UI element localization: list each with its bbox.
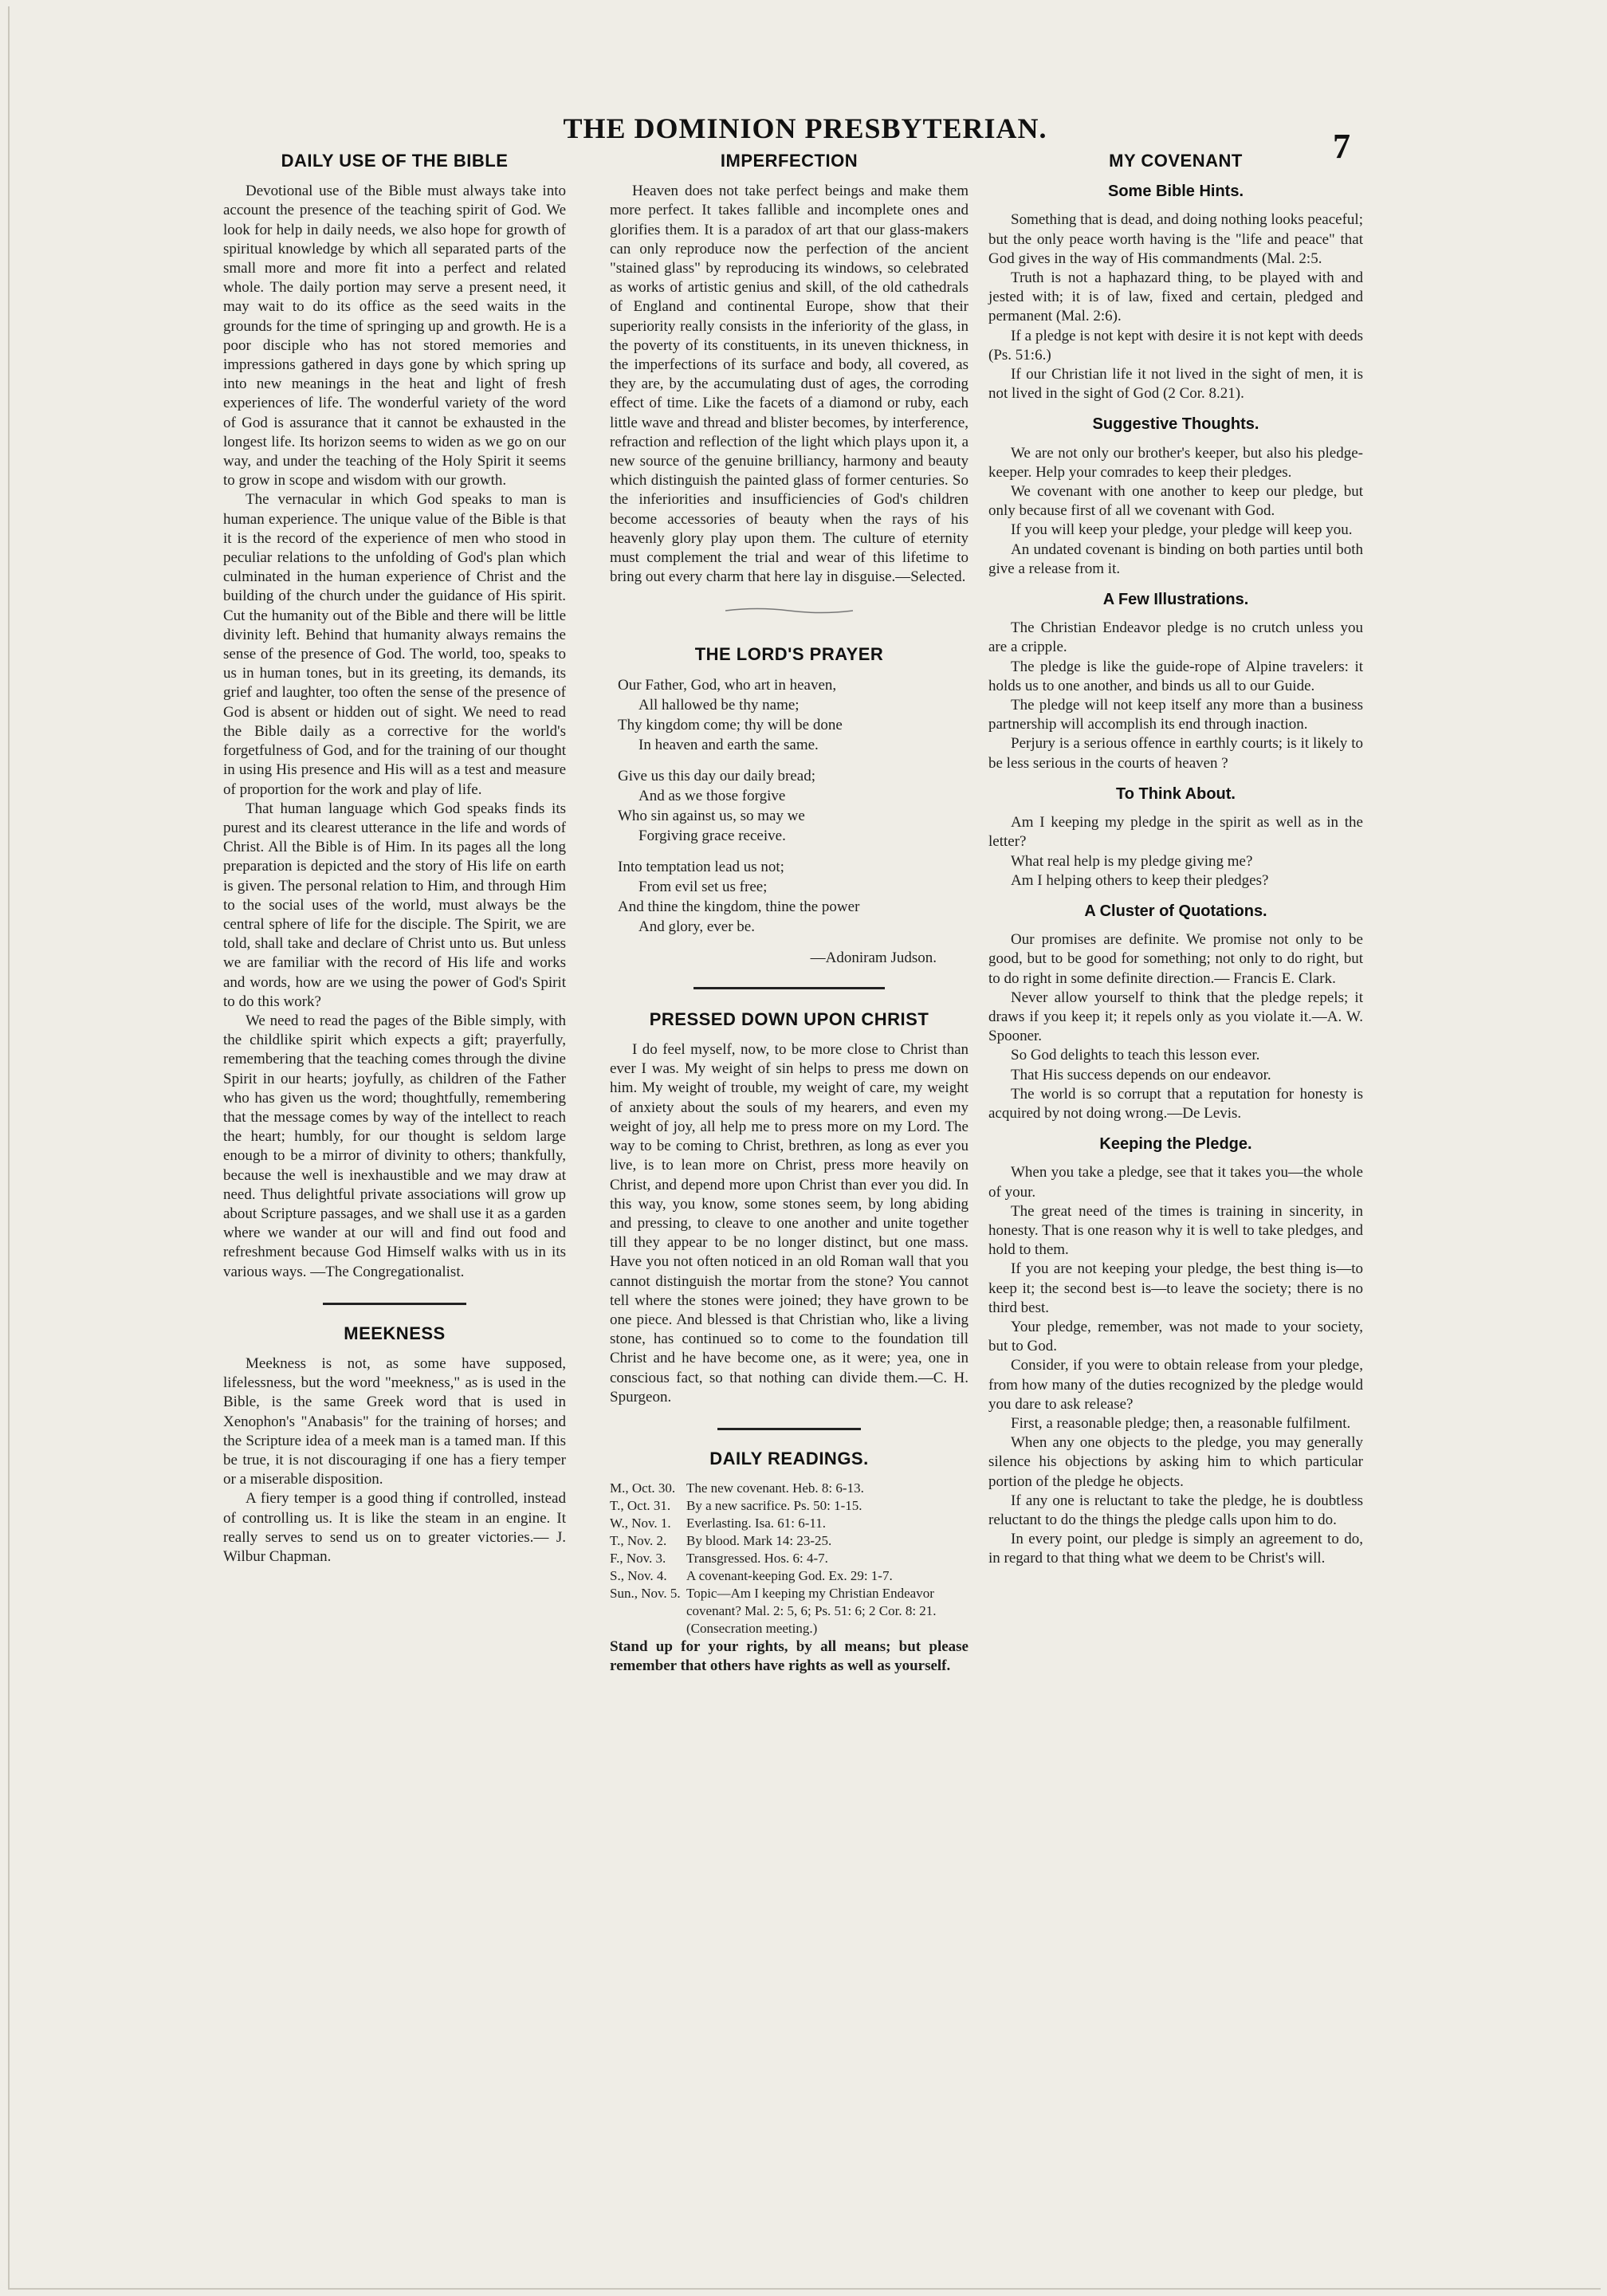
poem-lords-prayer	[618, 675, 969, 968]
article-title-daily-readings: DAILY READINGS.	[709, 1448, 869, 1468]
reading-text: The new covenant. Heb. 8: 6-13.	[686, 1480, 864, 1496]
article-title-meekness: MEEKNESS	[344, 1323, 446, 1343]
section-heading: Keeping the Pledge.	[1099, 1135, 1252, 1154]
article-paragraph: That human language which God speaks finds its purest and its clearest utterance in the life and words of Christ. All the Bible is of Him. In its pages all the long preparation is depicted and the story of His life on earth is given. The personal relation to Him, and through Him to the social uses of the world, must always be the central sphere of life for the disciple. The Spirit, we are told, shall take and declare of Christ unto us. But unless we are familiar with the record of His life and works and words, how are we using the power of God's Spirit to do this work?	[223, 800, 566, 1010]
section-paragraph: Our promises are definite. We promise not only to be good, but to be good for something; not only to do right, but to do right in some definite direction.— Francis E. Clark.	[988, 931, 1363, 987]
daily-readings-list	[610, 1480, 969, 1637]
poem-line: Forgiving grace receive.	[638, 827, 786, 844]
poem-line: Thy kingdom come; thy will be done	[618, 716, 843, 733]
reading-date: M., Oct. 30.	[610, 1480, 676, 1496]
article-title-lords-prayer: THE LORD'S PRAYER	[694, 643, 884, 664]
section-paragraph: What real help is my pledge giving me?	[1011, 852, 1253, 870]
poem-line: All hallowed be thy name;	[638, 696, 800, 714]
section-paragraph: The pledge will not keep itself any more than a business partnership will accomplish its end through inaction.	[988, 697, 1363, 733]
reading-text: Topic—Am I keeping my Christian Endeavor covenant? Mal. 2: 5, 6; Ps. 51: 6; 2 Cor. 8: 21. (Consecration meeting.)	[686, 1586, 937, 1637]
poem-attribution: —Adoniram Judson.	[810, 949, 937, 966]
reading-text: By blood. Mark 14: 23-25.	[686, 1533, 832, 1549]
reading-row	[610, 1550, 969, 1567]
poem-line: And as we those forgive	[638, 787, 786, 804]
section-paragraph: If you are not keeping your pledge, the best thing is—to keep it; the second best is—to leave the society; there is no third best.	[988, 1260, 1363, 1316]
poem-line: Into temptation lead us not;	[618, 858, 784, 875]
section-heading: Suggestive Thoughts.	[1092, 415, 1259, 434]
section-paragraph: When you take a pledge, see that it takes you—the whole of your.	[988, 1164, 1363, 1201]
section-heading: To Think About.	[1116, 784, 1236, 803]
reading-date: S., Nov. 4.	[610, 1568, 667, 1584]
poem-line: In heaven and earth the same.	[638, 736, 819, 753]
section-paragraph: Consider, if you were to obtain release from your pledge, from how many of the duties recognized by the pledge would you dare to ask release?	[988, 1357, 1363, 1413]
section-paragraph: So God delights to teach this lesson ever.	[1011, 1047, 1260, 1064]
section-divider	[693, 987, 885, 989]
article-paragraph: We need to read the pages of the Bible simply, with the childlike spirit which expects a gift; prayerfully, remembering that the teaching comes through the divine Spirit in our hearts; joyfully, as children of the Father who has given us the word; thoughtfully, remembering that the message comes by way of the intellect to reach the heart; humbly, for our thought is seldom large enough to be a mirror of divinity to others; thankfully, because the well is inexhaustible and we may draw at need. Thus delightful private associations will grow up about Scripture passages, and we shall use it as a garden where we wander at our will and find out food and refreshment because God Himself walks with us in its various ways. —The Congregationalist.	[223, 1012, 566, 1280]
section-paragraph: If you will keep your pledge, your pledge will keep you.	[1011, 521, 1353, 539]
reading-text: Everlasting. Isa. 61: 6-11.	[686, 1516, 826, 1531]
reading-row	[610, 1515, 969, 1532]
reading-text: Transgressed. Hos. 6: 4-7.	[686, 1551, 828, 1567]
masthead: THE DOMINION PRESBYTERIAN.	[563, 112, 1047, 144]
section-paragraph: The pledge is like the guide-rope of Alpine travelers: it holds us to one another, and binds us all to our Guide.	[988, 658, 1363, 694]
section-paragraph: The great need of the times is training in sincerity, in honesty. That is one reason why it is well to take pledges, and hold to them.	[988, 1202, 1363, 1259]
column-left	[223, 151, 566, 1567]
section-paragraph: Something that is dead, and doing nothing looks peaceful; but the only peace worth having is the "life and peace" that God gives in the way of His commandments (Mal. 2:5.	[988, 211, 1363, 267]
reading-date: Sun., Nov. 5.	[610, 1586, 681, 1602]
article-paragraph: Devotional use of the Bible must always take into account the presence of the teaching spirit of God. We look for help in daily needs, we also hope for growth of spiritual knowledge by which all separated parts of the small more and more fit into a perfect and related whole. The daily portion may serve a present need, it may wait to do its office as the seed waits in the grounds for the time of springing up and growth. He is a poor disciple who has not stored memories and impressions gathered in days gone by which spring up into new meanings in the heat and light of fresh experiences of life. The wonderful variety of the word of God is assurance that it cannot be exhausted in the longest life. Its horizon seems to widen as we go on our way, and under the teaching of the Holy Spirit it seems to grow in scope and wisdom with our growth.	[223, 183, 566, 489]
page-number: 7	[1333, 127, 1350, 166]
section-paragraph: An undated covenant is binding on both parties until both give a release from it.	[988, 541, 1363, 577]
section-paragraph: We are not only our brother's keeper, but also his pledge-keeper. Help your comrades to keep their pledges.	[988, 444, 1363, 481]
poem-line: Give us this day our daily bread;	[618, 767, 816, 784]
article-title-my-covenant: MY COVENANT	[1109, 151, 1243, 171]
reading-date: W., Nov. 1.	[610, 1516, 671, 1531]
reading-row	[610, 1567, 969, 1585]
poem-stanza	[618, 675, 969, 755]
article-paragraph: Meekness is not, as some have supposed, lifelessness, but the word "meekness," as is used in the Bible, is the same Greek word that is used in Xenophon's "Anabasis" for the training of horses; and the Scripture idea of a meek man is a tamed man. If this be true, it is not discouraging if one has a fiery temper or a miserable disposition.	[223, 1354, 566, 1488]
closing-note: Stand up for your rights, by all means; but please remember that others have rights as well as yourself.	[610, 1638, 969, 1675]
poem-line: And glory, ever be.	[638, 918, 755, 935]
reading-row	[610, 1532, 969, 1550]
reading-text: A covenant-keeping God. Ex. 29: 1-7.	[686, 1568, 893, 1584]
poem-line: From evil set us free;	[638, 878, 768, 895]
reading-date: T., Nov. 2.	[610, 1533, 667, 1549]
section-paragraph: Never allow yourself to think that the pledge repels; it draws if you keep it; it repels only as you violate it.—A. W. Spooner.	[988, 989, 1363, 1045]
section-paragraph: The world is so corrupt that a reputation for honesty is acquired by not doing wrong.—De Levis.	[988, 1085, 1363, 1122]
section-paragraph: If our Christian life it not lived in the sight of men, it is not lived in the sight of God (2 Cor. 8.21).	[988, 366, 1363, 403]
article-title-imperfection: IMPERFECTION	[720, 151, 859, 171]
poem-stanza	[618, 766, 969, 846]
section-heading: A Few Illustrations.	[1102, 591, 1249, 609]
column-middle	[610, 151, 969, 1677]
section-paragraph: Your pledge, remember, was not made to your society, but to God.	[988, 1318, 1363, 1355]
article-paragraph: Heaven does not take perfect beings and make them more perfect. It takes fallible and incomplete ones and glorifies them. It is a paradox of art that our glass-makers can only reproduce now the perfection of the ancient "stained glass" by reproducing its windows, so celebrated as works of artistic genius and skill, of the old cathedrals of England and continental Europe, show that their superiority really consists in the inferiority of the glass, in the poverty of its constituents, in its uneven thickness, in the imperfections of its surface and body, all covered, as they are, by the accumulating dust of ages, the corroding effect of time. Like the facets of a diamond or ruby, each little wave and thread and blister becomes, by interference, refraction and reflection of the light which plays upon it, a new source of the genuine brilliancy, harmony and beauty which distinguish the painted glass of former centuries. So the inferiorities and insufficiencies of God's children become accessories of beauty when the rays of his heavenly glory play upon them. The culture of eternity must complement the trial and wear of this lifetime to bring out every charm that here lay in disguise.—Selected.	[610, 183, 969, 586]
section-paragraph: That His success depends on our endeavor.	[1011, 1066, 1271, 1083]
section-paragraph: The Christian Endeavor pledge is no crutch unless you are a cripple.	[988, 619, 1363, 656]
article-paragraph: A fiery temper is a good thing if controlled, instead of controlling us. It is like the steam in an engine. It really serves to send us on to greater victories.— J. Wilbur Chapman.	[223, 1490, 566, 1566]
reading-date: F., Nov. 3.	[610, 1551, 666, 1567]
section-paragraph: Truth is not a haphazard thing, to be played with and jested with; it is of law, fixed and certain, pledged and permanent (Mal. 2:6).	[988, 269, 1363, 325]
section-heading: Some Bible Hints.	[1107, 183, 1244, 201]
section-divider	[717, 1428, 861, 1430]
section-paragraph: Am I keeping my pledge in the spirit as well as in the letter?	[988, 814, 1363, 851]
reading-date: T., Oct. 31.	[610, 1498, 671, 1514]
section-paragraph: First, a reasonable pledge; then, a reasonable fulfilment.	[1011, 1414, 1351, 1432]
section-paragraph: If any one is reluctant to take the pledge, he is doubtless reluctant to do the things the pledge calls upon him to do.	[988, 1492, 1363, 1528]
poem-line: Who sin against us, so may we	[618, 807, 805, 824]
section-heading: A Cluster of Quotations.	[1084, 902, 1267, 920]
poem-stanza	[618, 857, 969, 937]
reading-row	[610, 1497, 969, 1515]
section-paragraph: Am I helping others to keep their pledges?	[1011, 871, 1269, 889]
article-title-pressed-down: PRESSED DOWN UPON CHRIST	[649, 1008, 929, 1029]
article-title-daily-use: DAILY USE OF THE BIBLE	[281, 151, 509, 171]
ornamental-divider	[610, 601, 969, 620]
section-divider	[323, 1303, 466, 1305]
reading-row	[610, 1480, 969, 1497]
section-paragraph: In every point, our pledge is simply an agreement to do, in regard to that thing what we deem to be Christ's will.	[988, 1531, 1363, 1567]
column-right	[988, 151, 1363, 1569]
poem-line: And thine the kingdom, thine the power	[618, 898, 860, 915]
article-paragraph: The vernacular in which God speaks to man is human experience. The unique value of the Bible is that it is the record of the experience of men who stood in peculiar relations to the unfolding of God's plan which culminated in the human experience of Christ and the building of the church under the guidance of His spirit. Cut the humanity out of the Bible and there will be little divinity left. Behind that humanity always remains the sense of the presence of God. The world, too, speaks to us in human tones, but in its greeting, its demands, its grief and laughter, too often the sense of the presence of God is absent or hidden out of sight. We need to read the Bible daily as a corrective for the world's forgetfulness of God, and for the training of our thought in using His presence and His will as a test and measure of proportion for the work and play of life.	[223, 491, 566, 798]
poem-line: Our Father, God, who art in heaven,	[618, 676, 837, 694]
article-paragraph: I do feel myself, now, to be more close to Christ than ever I was. My weight of sin helps to press me down on him. My weight of trouble, my weight of care, my weight of anxiety about the souls of my hearers, and even my weight of joy, all help me to press more on my Lord. The way to be coming to Christ, brethren, as long as ever you live, is to lean more on Christ, press more heavily on Christ, and depend more upon Christ than ever you did. In this way, you know, some stones seem, by long abiding and pressing, to cleave to one another and unite together till they appear to be no longer distinct, but one mass. Have you not often noticed in an old Roman wall that you cannot distinguish the mortar from the stone? You cannot tell where the stones were joined; they have grown to be one piece. And blessed is that Christian who, like a living stone, has continued so to come to the foundation till Christ and he have become one, as it were; yea, one in conscious fact, so that nothing can divide them.—C. H. Spurgeon.	[610, 1041, 969, 1406]
reading-text: By a new sacrifice. Ps. 50: 1-15.	[686, 1498, 862, 1514]
section-paragraph: When any one objects to the pledge, you may generally silence his objections by asking him to which particular portion of the pledge he objects.	[988, 1434, 1363, 1490]
section-paragraph: If a pledge is not kept with desire it is not kept with deeds (Ps. 51:6.)	[988, 327, 1363, 364]
section-paragraph: Perjury is a serious offence in earthly courts; is it likely to be less serious in the courts of heaven ?	[988, 735, 1363, 772]
section-paragraph: We covenant with one another to keep our pledge, but only because first of all we covenant with God.	[988, 483, 1363, 520]
reading-row	[610, 1585, 969, 1637]
